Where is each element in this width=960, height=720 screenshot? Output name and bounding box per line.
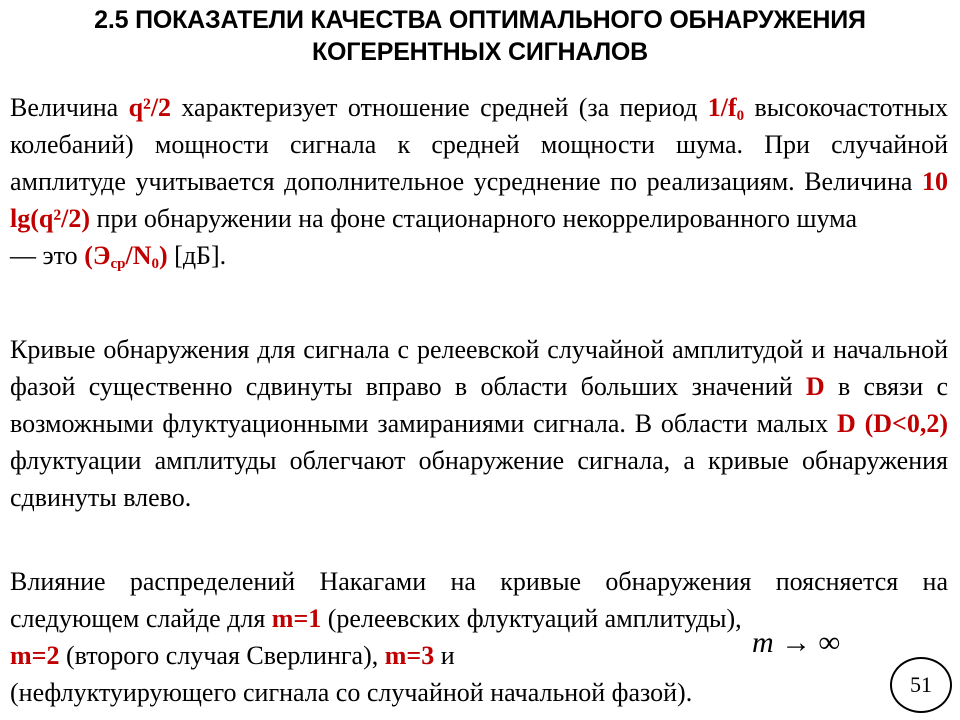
q-ratio-term: q²/2: [128, 93, 172, 122]
slide-title: [12, 4, 948, 68]
text-run: [856, 409, 865, 438]
energy-mid: /N: [125, 241, 152, 270]
slide-title-line-2: КОГЕРЕНТНЫХ СИГНАЛОВ: [311, 38, 649, 66]
m2-term: m=2: [10, 641, 60, 670]
page-number: 51: [910, 672, 932, 697]
text-run: и: [434, 641, 455, 670]
text-run: Величина: [10, 93, 129, 122]
text-run: характеризует отношение средней (за период: [171, 93, 708, 122]
text-run: [дБ].: [167, 241, 227, 270]
energy-subscript: ср: [110, 256, 126, 272]
paragraph-rayleigh-curves: [10, 331, 948, 516]
page-number-badge: [890, 657, 952, 713]
text-run: (нефлуктуирующего сигнала со случайной начальной фазой).: [10, 678, 693, 707]
text-run: высокочастотных колебаний) мощности сигнала к средней мощности шума. При случайной амплитуде учитывается дополнительное усреднение по реализациям. Величина: [10, 93, 948, 196]
m-to-infinity-formula: m → ∞: [752, 626, 841, 659]
m3-term: m=3: [384, 641, 435, 670]
d-term: D: [836, 409, 856, 438]
period-main: 1/f: [707, 93, 737, 122]
period-subscript: 0: [736, 108, 745, 124]
energy-close: ): [158, 241, 168, 270]
slide-title-line-1: 2.5 ПОКАЗАТЕЛИ КАЧЕСТВА ОПТИМАЛЬНОГО ОБНАРУЖЕНИЯ: [94, 6, 866, 34]
d-range-term: (D<0,2): [864, 409, 949, 438]
paragraph-signal-noise-ratio: [10, 89, 948, 274]
text-run: в связи с возможными флуктуационными замираниями сигнала. В области малых: [10, 372, 948, 438]
text-run: Влияние распределений Накагами на кривые обнаружения поясняется на следующем слайде для: [10, 567, 948, 633]
noise-subscript: 0: [151, 256, 159, 272]
energy-ratio-term: [84, 241, 167, 270]
text-run: флуктуации амплитуды облегчают обнаружение сигнала, а кривые обнаружения сдвинуты влево.: [10, 446, 948, 512]
text-run: (второго случая Сверлинга),: [59, 641, 385, 670]
text-run: (релеевских флуктуаций амплитуды),: [321, 604, 742, 633]
m1-term: m=1: [271, 604, 322, 633]
period-term: [708, 93, 744, 122]
energy-open: (Э: [84, 241, 111, 270]
text-run: при обнаружении на фоне стационарного некоррелированного шума: [90, 204, 857, 233]
d-term: D: [805, 372, 825, 401]
text-run: Кривые обнаружения для сигнала с релеевской случайной амплитудой и начальной фазой существенно сдвинуты вправо в области больших значений: [10, 335, 948, 401]
text-run: — это: [10, 241, 85, 270]
lg-expression-term: 10 lg(q²/2): [10, 167, 948, 233]
